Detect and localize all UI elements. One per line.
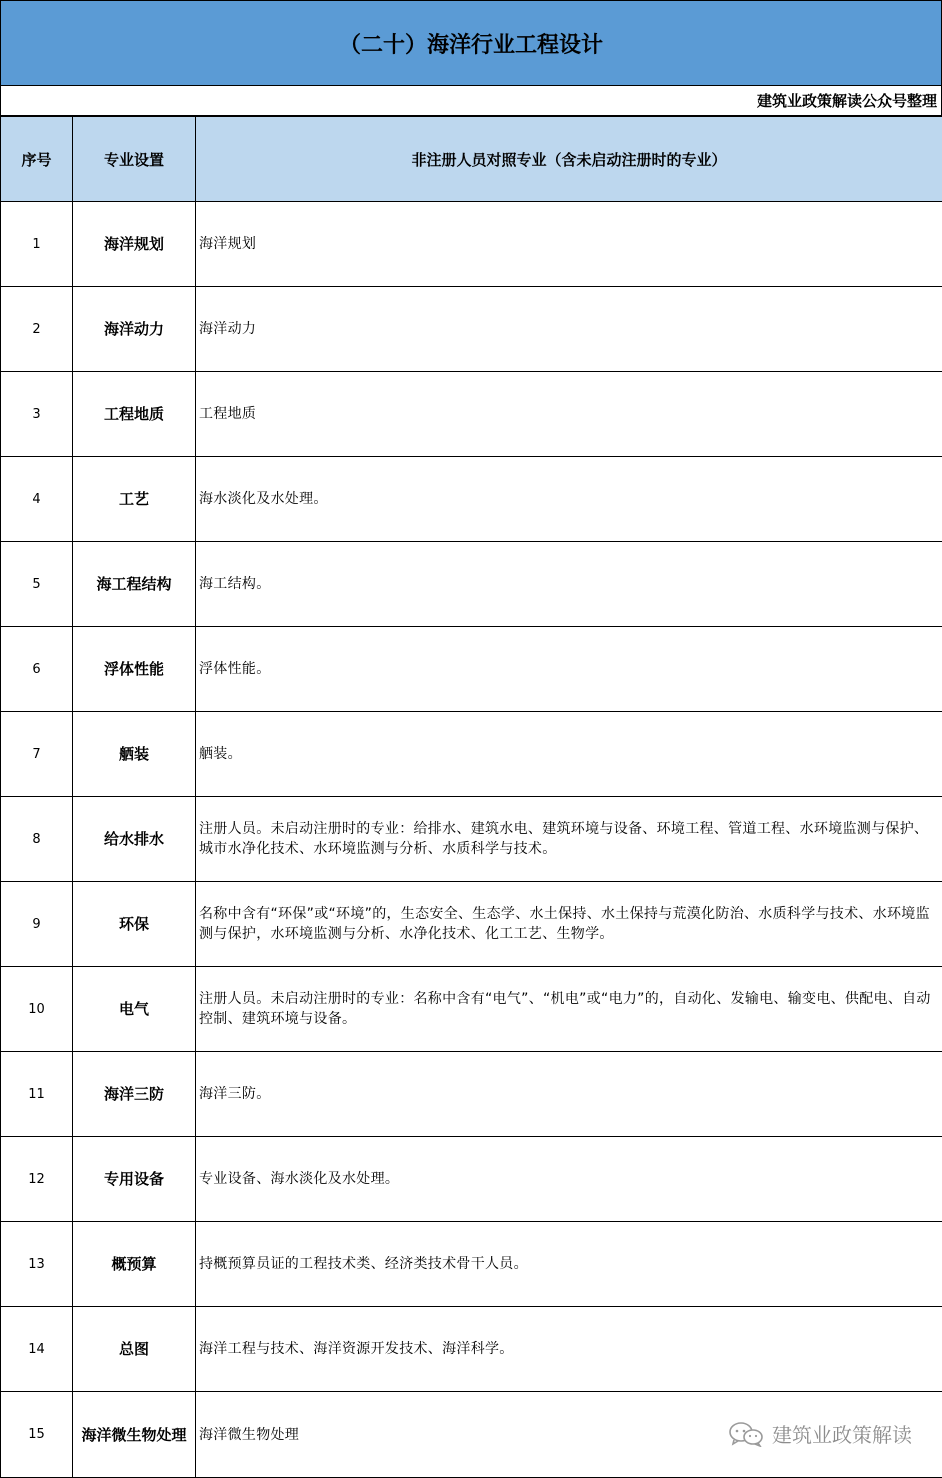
row-description: 持概预算员证的工程技术类、经济类技术骨干人员。 [196,1222,942,1307]
table-row [1,1307,942,1392]
table-row [1,1222,942,1307]
row-description: 注册人员。未启动注册时的专业：给排水、建筑水电、建筑环境与设备、环境工程、管道工程、水环境监测与保护、城市水净化技术、水环境监测与分析、水质科学与技术。 [196,797,942,882]
row-number: 12 [1,1137,73,1222]
header-description: 非注册人员对照专业（含未启动注册时的专业） [196,117,942,202]
header-specialty: 专业设置 [73,117,196,202]
table-row [1,457,942,542]
table-row [1,967,942,1052]
row-description: 海洋三防。 [196,1052,942,1137]
table-row [1,882,942,967]
row-number: 9 [1,882,73,967]
row-specialty: 给水排水 [73,797,196,882]
watermark-text: 建筑业政策解读 [772,1419,912,1448]
row-description: 海洋工程与技术、海洋资源开发技术、海洋科学。 [196,1307,942,1392]
header-row [1,117,942,202]
row-description: 海洋动力 [196,287,942,372]
row-number: 6 [1,627,73,712]
row-description: 注册人员。未启动注册时的专业：名称中含有“电气”、“机电”或“电力”的，自动化、发输电、输变电、供配电、自动控制、建筑环境与设备。 [196,967,942,1052]
row-description: 浮体性能。 [196,627,942,712]
header-number: 序号 [1,117,73,202]
row-specialty: 电气 [73,967,196,1052]
table-row [1,202,942,287]
specialty-table [0,116,942,1478]
row-description: 海水淡化及水处理。 [196,457,942,542]
row-description: 工程地质 [196,372,942,457]
sheet-title: （二十）海洋行业工程设计 [0,0,942,86]
row-specialty: 总图 [73,1307,196,1392]
row-number: 13 [1,1222,73,1307]
row-specialty: 舾装 [73,712,196,797]
row-description: 海洋微生物处理 [196,1392,942,1478]
row-specialty: 概预算 [73,1222,196,1307]
table-row [1,372,942,457]
row-specialty: 专用设备 [73,1137,196,1222]
row-number: 14 [1,1307,73,1392]
row-specialty: 海洋三防 [73,1052,196,1137]
watermark [728,1419,912,1448]
row-specialty: 海洋动力 [73,287,196,372]
table-row [1,1052,942,1137]
table-row [1,542,942,627]
row-number: 3 [1,372,73,457]
row-number: 11 [1,1052,73,1137]
table-row [1,797,942,882]
row-specialty: 浮体性能 [73,627,196,712]
row-specialty: 海洋规划 [73,202,196,287]
row-number: 7 [1,712,73,797]
row-specialty: 海洋微生物处理 [73,1392,196,1478]
row-specialty: 工艺 [73,457,196,542]
row-description: 海工结构。 [196,542,942,627]
row-description: 名称中含有“环保”或“环境”的，生态安全、生态学、水土保持、水土保持与荒漠化防治、水质科学与技术、水环境监测与保护，水环境监测与分析、水净化技术、化工工艺、生物学。 [196,882,942,967]
table-row [1,1137,942,1222]
row-number: 1 [1,202,73,287]
table-row [1,627,942,712]
row-number: 15 [1,1392,73,1478]
row-number: 2 [1,287,73,372]
row-number: 5 [1,542,73,627]
row-description: 海洋规划 [196,202,942,287]
row-number: 8 [1,797,73,882]
row-specialty: 环保 [73,882,196,967]
row-number: 10 [1,967,73,1052]
table-row [1,287,942,372]
wechat-icon [728,1421,764,1447]
table-row [1,712,942,797]
row-description: 舾装。 [196,712,942,797]
row-specialty: 海工程结构 [73,542,196,627]
row-specialty: 工程地质 [73,372,196,457]
source-note: 建筑业政策解读公众号整理 [0,86,942,116]
row-description: 专业设备、海水淡化及水处理。 [196,1137,942,1222]
row-number: 4 [1,457,73,542]
